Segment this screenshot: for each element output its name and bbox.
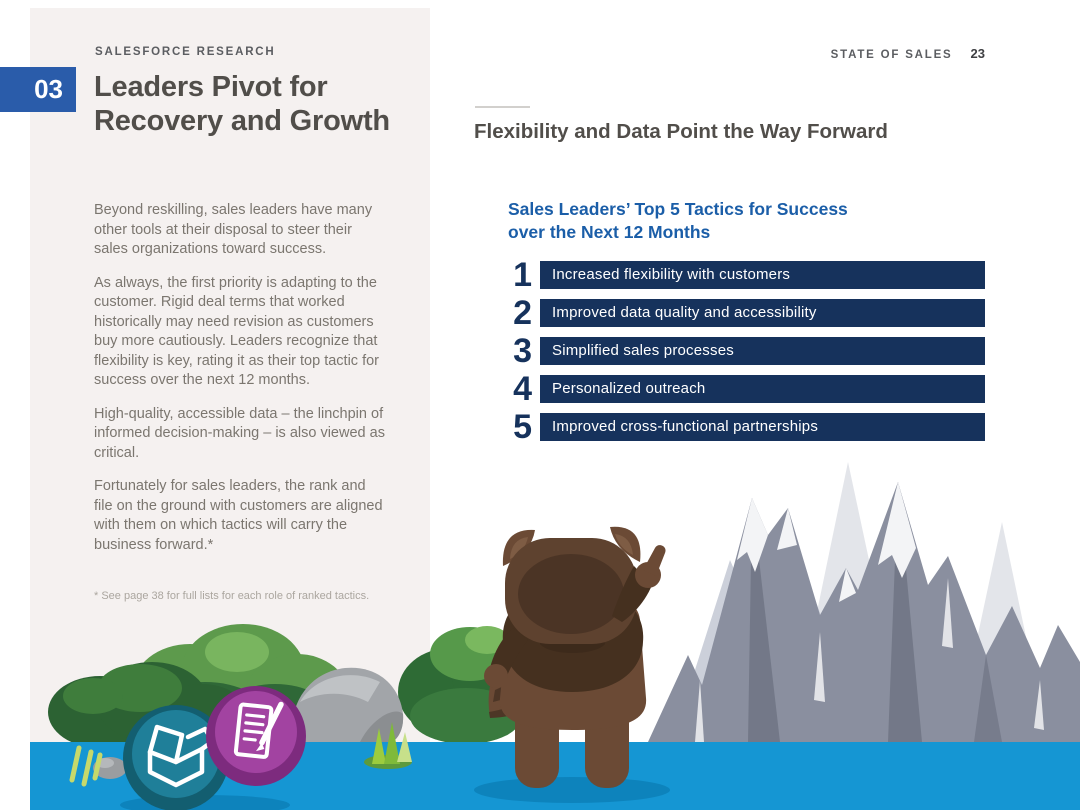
page-title-line1: Leaders Pivot for <box>94 71 328 103</box>
bottom-illustration <box>0 440 1080 810</box>
tactic-row <box>508 256 985 294</box>
tactic-bar: Increased flexibility with customers <box>540 261 985 289</box>
rank-number: 1 <box>513 256 532 294</box>
contract-badge <box>206 686 306 786</box>
rank-number: 4 <box>513 370 532 408</box>
paragraph: Fortunately for sales leaders, the rank and file on the ground with customers are aligned with them on which tactics will carry the business forward.* <box>94 478 383 553</box>
section-divider <box>475 106 530 108</box>
chart-title <box>508 198 848 244</box>
character-shadow <box>474 777 670 803</box>
left-paw <box>484 664 508 688</box>
paragraph: High-quality, accessible data – the linchpin of informed decision-making – is also viewed as critical. <box>94 405 385 461</box>
running-header <box>831 46 985 61</box>
paragraph: As always, the first priority is adapting to the customer. Rigid deal terms that worked historically may need revision as customers buy more cautiously. Leaders recognize that flexibility is key, rating it as their top tactic for success over the next 12 months. <box>94 274 380 388</box>
tactic-row <box>508 332 985 370</box>
tactic-bar: Simplified sales processes <box>540 337 985 365</box>
top-5-tactics-list <box>508 256 985 451</box>
tactic-bar: Improved cross-functional partnerships <box>540 413 985 441</box>
rank-number: 2 <box>513 294 532 332</box>
section-heading: Flexibility and Data Point the Way Forward <box>474 120 888 143</box>
rank-number: 3 <box>513 332 532 370</box>
pointing-finger <box>643 545 666 576</box>
chapter-number-tab: 03 <box>0 67 76 112</box>
mountains <box>648 462 1080 742</box>
tactic-row <box>508 370 985 408</box>
tactic-bar: Personalized outreach <box>540 375 985 403</box>
tactic-bar: Improved data quality and accessibility <box>540 299 985 327</box>
footnote: * See page 38 for full lists for each role of ranked tactics. <box>94 590 370 602</box>
paragraph: Beyond reskilling, sales leaders have many other tools at their disposal to steer their sales organizations toward success. <box>94 202 373 257</box>
rank-number: 5 <box>513 408 532 446</box>
tactic-row <box>508 408 985 446</box>
page-title-line2: Recovery and Growth <box>94 105 390 137</box>
chart-title-line1: Sales Leaders’ Top 5 Tactics for Success <box>508 199 848 219</box>
page-title <box>94 70 394 138</box>
report-title: STATE OF SALES <box>830 49 953 61</box>
tactic-row <box>508 294 985 332</box>
head-back-patch <box>518 554 624 634</box>
chart-title-line2: over the Next 12 Months <box>508 222 711 242</box>
eyebrow-label: SALESFORCE RESEARCH <box>95 46 276 58</box>
page-number: 23 <box>970 46 985 61</box>
